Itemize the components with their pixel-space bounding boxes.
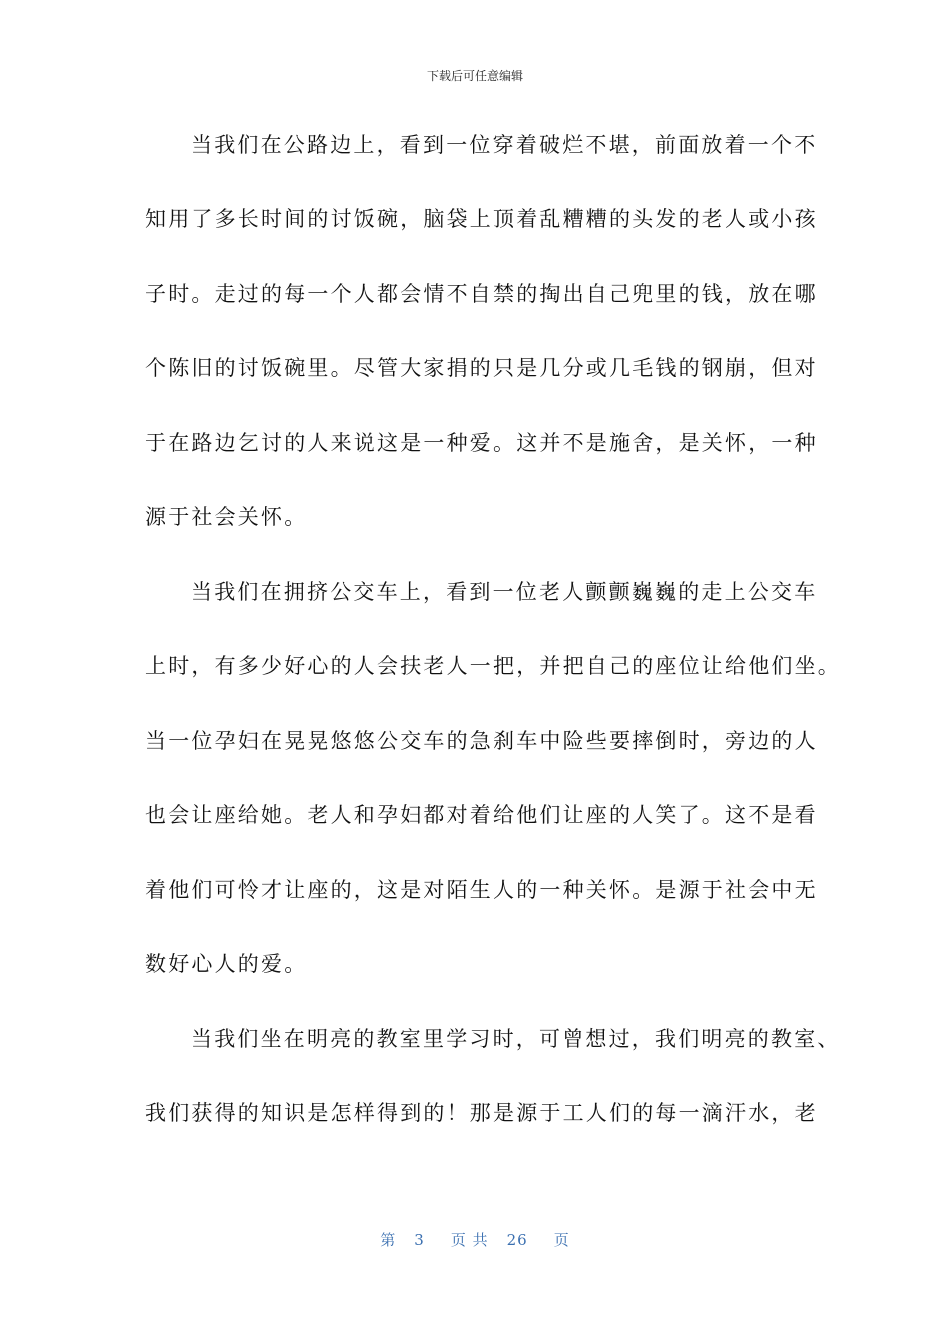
paragraph-3-line-1: 当我们坐在明亮的教室里学习时，可曾想过，我们明亮的教室、 bbox=[191, 1027, 841, 1051]
paragraph-2-line-5: 着他们可怜才让座的，这是对陌生人的一种关怀。是源于社会中无 bbox=[145, 878, 818, 902]
page-label-suffix: 页 bbox=[553, 1231, 570, 1249]
paragraph-3-line-2: 我们获得的知识是怎样得到的！那是源于工人们的每一滴汗水，老 bbox=[145, 1101, 818, 1125]
paragraph-1-line-6: 源于社会关怀。 bbox=[145, 505, 308, 529]
paragraph-1-line-2: 知用了多长时间的讨饭碗，脑袋上顶着乱糟糟的头发的老人或小孩 bbox=[145, 207, 818, 231]
paragraph-2-line-3: 当一位孕妇在晃晃悠悠公交车的急刹车中险些要摔倒时，旁边的人 bbox=[145, 729, 818, 753]
paragraph-1-line-1: 当我们在公路边上，看到一位穿着破烂不堪，前面放着一个不 bbox=[191, 133, 818, 157]
paragraph-1-line-4: 个陈旧的讨饭碗里。尽管大家捐的只是几分或几毛钱的钢崩，但对 bbox=[145, 356, 818, 380]
paragraph-1-line-5: 于在路边乞讨的人来说这是一种爱。这并不是施舍，是关怀，一种 bbox=[145, 431, 818, 455]
page-footer bbox=[0, 1229, 950, 1250]
paragraph-2-line-4: 也会让座给她。老人和孕妇都对着给他们让座的人笑了。这不是看 bbox=[145, 803, 818, 827]
paragraph-2-line-6: 数好心人的爱。 bbox=[145, 952, 308, 976]
paragraph-1-line-3: 子时。走过的每一个人都会情不自禁的掏出自己兜里的钱，放在哪 bbox=[145, 282, 818, 306]
page-header: 下载后可任意编辑 bbox=[426, 69, 523, 83]
total-pages-number: 26 bbox=[506, 1231, 528, 1249]
current-page-number: 3 bbox=[414, 1231, 425, 1249]
paragraph-2-line-2: 上时，有多少好心的人会扶老人一把，并把自己的座位让给他们坐。 bbox=[145, 654, 841, 678]
page-label-mid: 页 共 bbox=[450, 1231, 489, 1249]
page-label-prefix: 第 bbox=[380, 1231, 397, 1249]
paragraph-2-line-1: 当我们在拥挤公交车上，看到一位老人颤颤巍巍的走上公交车 bbox=[191, 580, 818, 604]
